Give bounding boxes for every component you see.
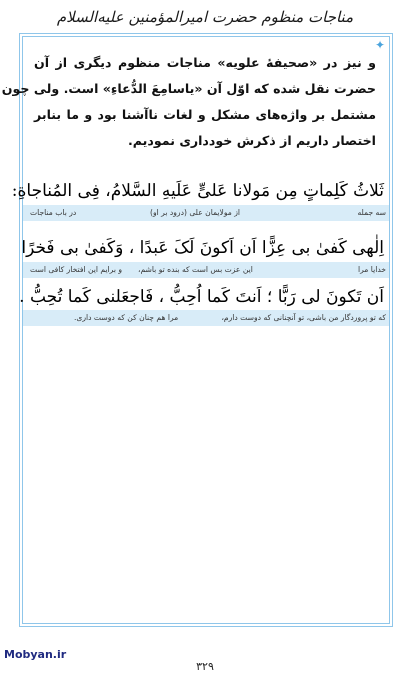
verse-3-translation-right: که تو پروردگار من باشی، تو آنچنانی که دوست دارم، <box>221 313 386 322</box>
intro-line: اختصار داریم از ذکرش خودداری نمودیم. <box>128 133 376 148</box>
ornament-icon: ✦ <box>374 38 386 52</box>
verse-3-translation-left: مرا هم چنان کن که دوست داری. <box>74 313 179 322</box>
intro-line: حضرت نقل شده که اوّل آن «یاسامِعَ الدُّعاءِ» است. ولی چون <box>1 81 376 96</box>
verse-1-translation-left: در باب مناجات <box>30 208 77 217</box>
verse-1-translation-right: سه جمله <box>357 208 386 217</box>
intro-line: مشتمل بر واژه‌های مشکل و لغات ناآشنا بود و ما بنابر <box>34 107 376 122</box>
verse-3-arabic: اَن تَکونَ لی رَبًّا ؛ اَنتَ کَما اُحِبُّ ، فَاجعَلنی کَما تُحِبُّ . <box>19 287 384 307</box>
verse-2-translation-mid: این عزت بس است که بنده تو باشم، <box>138 265 253 274</box>
intro-line: و نیز در «صحیفهٔ علویه» مناجات منظوم دیگری از آن <box>34 55 376 70</box>
verse-2-arabic: اِلٰهی کَفیٰ بی عِزًّا اَن اَکونَ لَکَ عَبدًا ، وَکَفیٰ بی فَخرًا <box>21 238 384 258</box>
watermark-text: Mobyan.ir <box>4 648 67 661</box>
page-number: ۳۲۹ <box>196 660 214 673</box>
verse-2-translation-left: و برایم این افتخار کافی است <box>30 265 123 274</box>
page-header-title: مناجات منظوم حضرت امیرالمؤمنین علیه‌السلام <box>56 8 354 26</box>
verse-1-translation-mid: از مولایمان علی (درود بر او) <box>150 208 241 217</box>
verse-1-arabic: ثَلاثُ کَلِماتٍ مِن مَولانا عَلیٍّ عَلَیهِ السَّلامُ، فِی المُناجاةِ: <box>11 181 384 201</box>
intro-paragraph <box>1 50 376 154</box>
verse-2-translation-right: خدایا مرا <box>358 265 386 274</box>
